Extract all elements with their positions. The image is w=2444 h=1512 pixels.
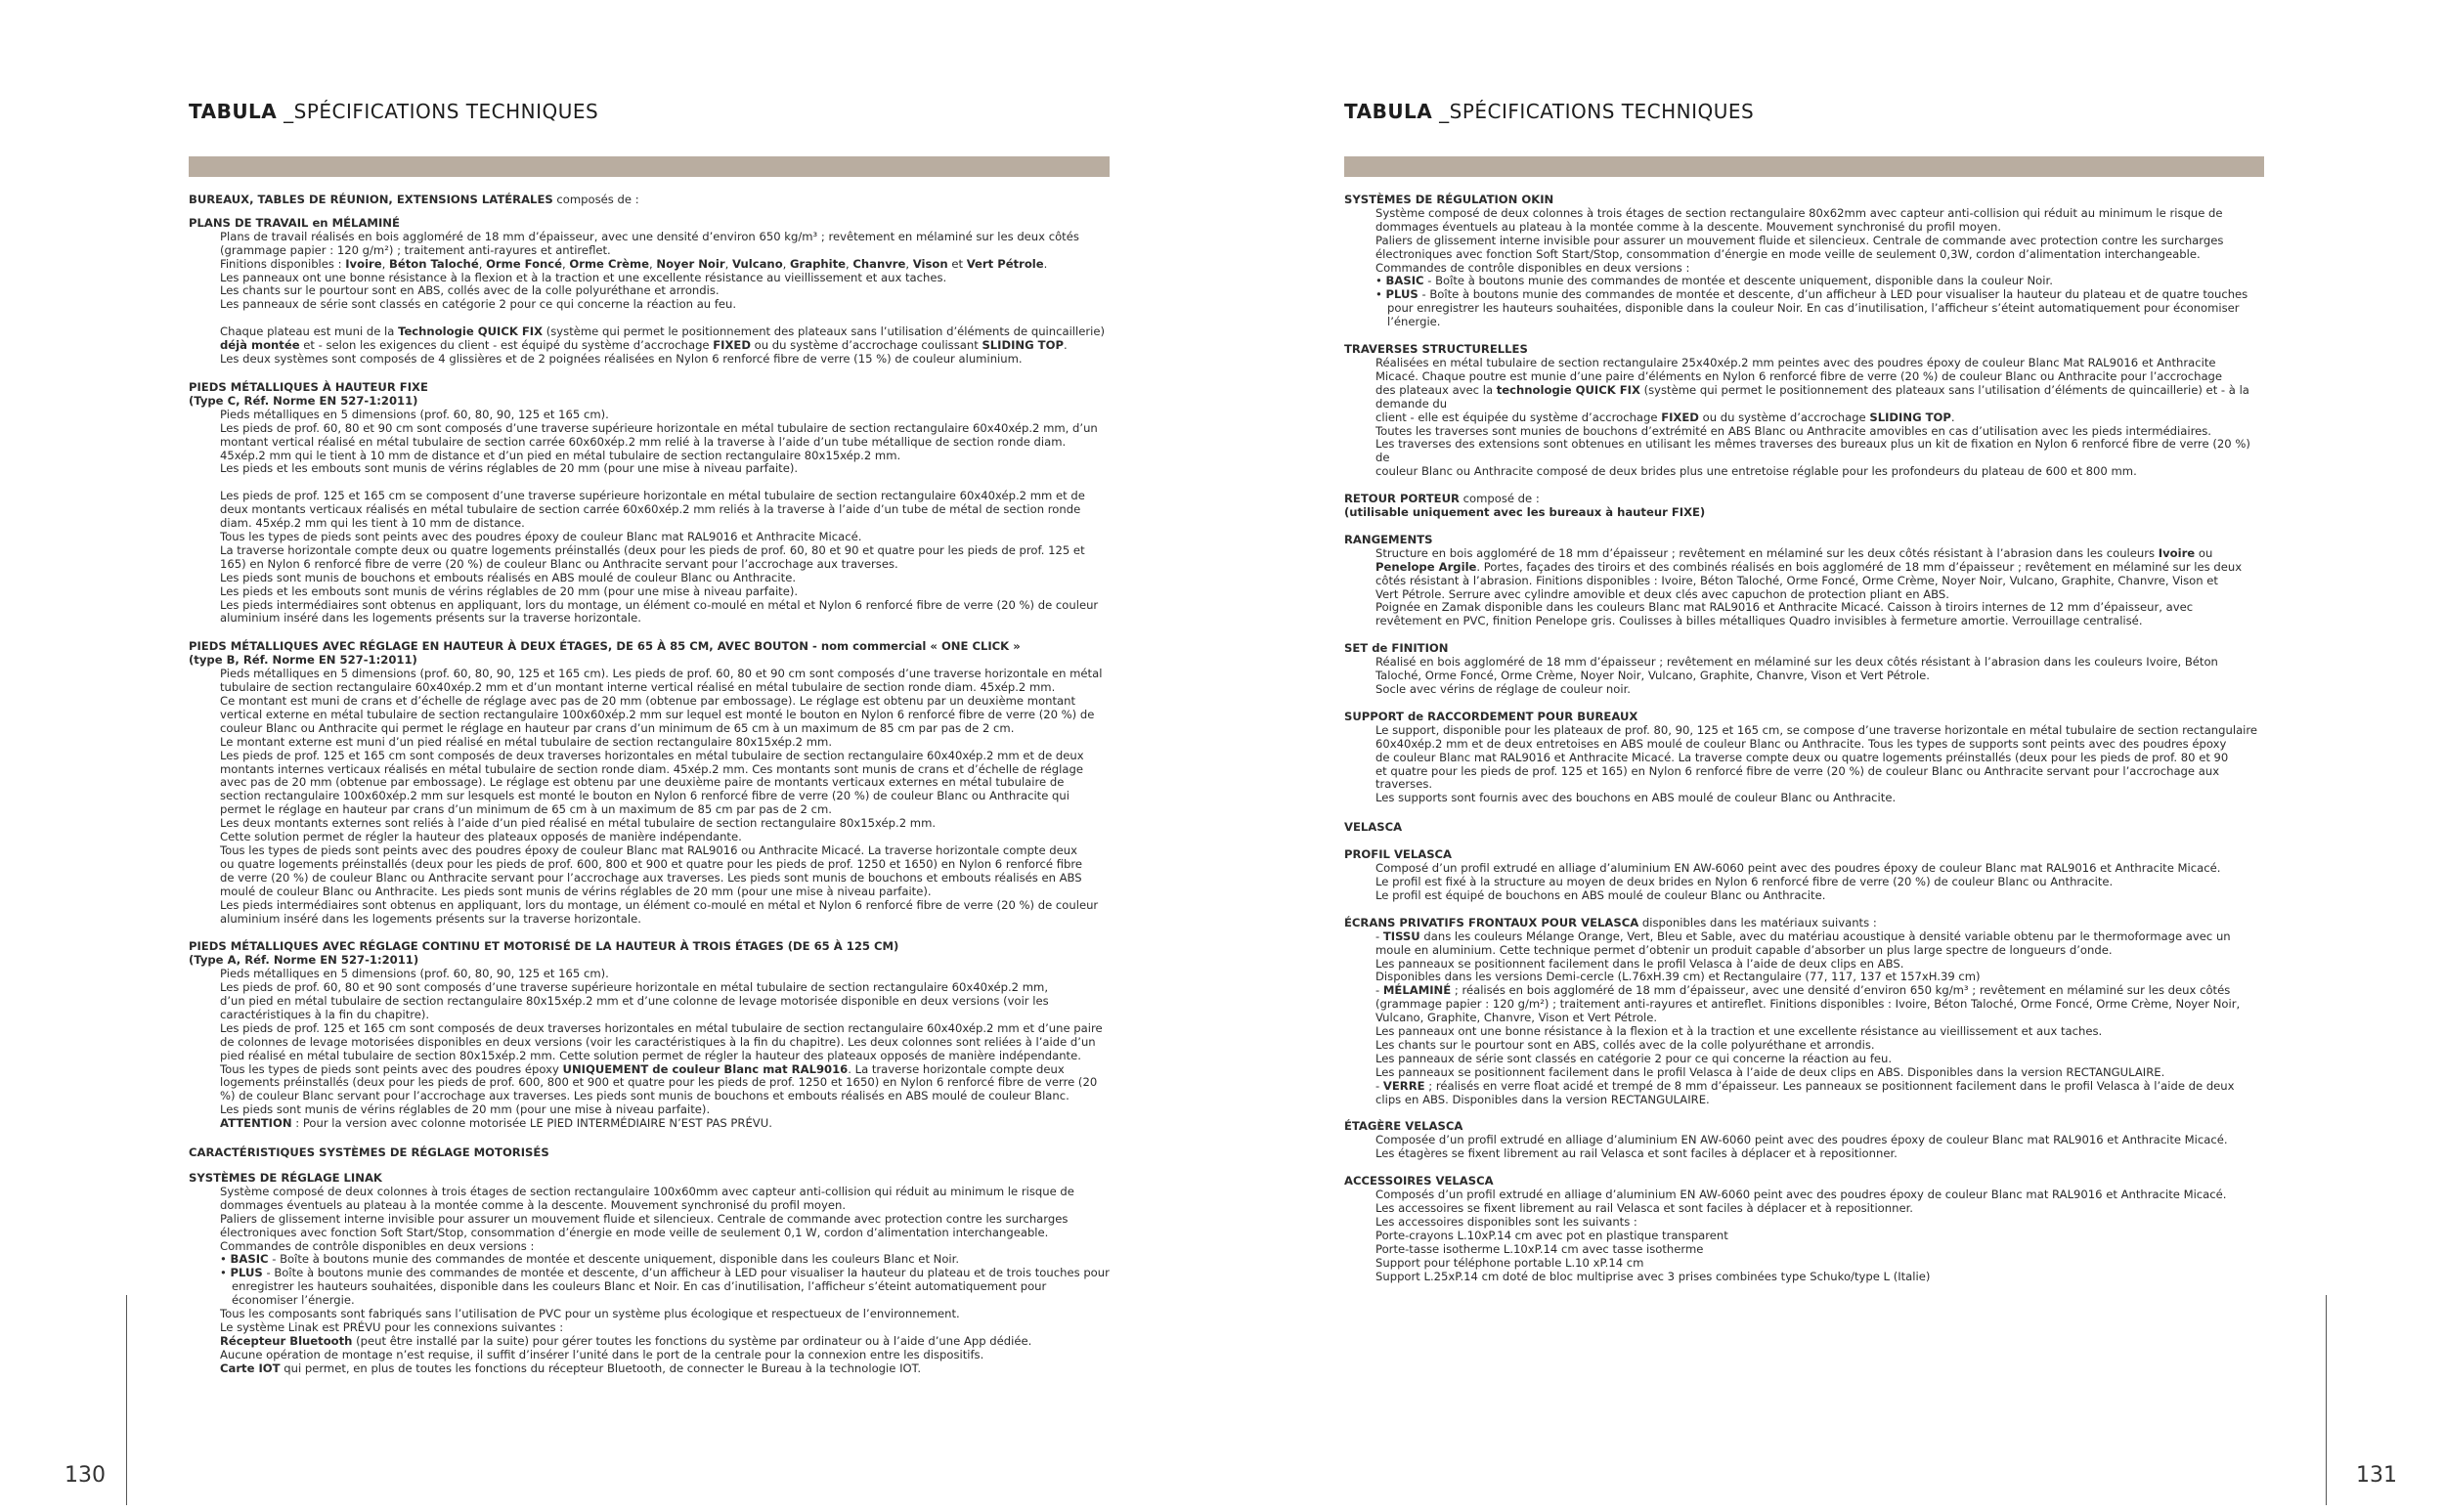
section-subtitle-pieds-click: (type B, Réf. Norme EN 527-1:2011) — [189, 653, 417, 668]
section-body-accessoires: Composés d’un profil extrudé en alliage d’aluminium EN AW-6060 peint avec des poudres époxy de couleur Blanc mat RAL9016 et Anthracite Micacé. Les accessoires se fixent librement au rail Velasca et sont faciles à déplacer et à repositionner. Les accessoires disponibles sont les suivants : Porte-crayons L.10xP.14 cm avec pot en plastique transparent Porte-tasse isotherme L.10xP.14 cm avec tasse isotherme Support pour téléphone portable L.10 xP.14 cm Support L.25xP.14 cm doté de bloc multiprise avec 3 prises combinées type Schuko/type L (Italie) — [1375, 1188, 2268, 1283]
attention-line: ATTENTION : Pour la version avec colonne motorisée LE PIED INTERMÉDIAIRE N’EST PAS PRÉVU. — [220, 1116, 772, 1131]
section-body-traverses: Réalisées en métal tubulaire de section rectangulaire 25x40xép.2 mm peintes avec des poudres époxy de couleur Blanc Mat RAL9016 et Anthracite Micacé. Chaque poutre est munie d’une paire d’éléments en Nylon 6 renforcé fibre de verre (20 %) de couleur Blanc ou Anthracite pour l’accrochage des plateaux avec la technologie QUICK FIX (système qui permet le positionnement des plateaux sans l’utilisation d’éléments de quincaillerie) et - à la demande du client - elle est équipée du système d’accrochage FIXED ou du système d’accrochage SLIDING TOP. Toutes les traverses sont munies de bouchons d’extrémité en ABS Blanc ou Anthracite amovibles en cas d’utilisation avec les pieds intermédiaires. Les traverses des extensions sont obtenues en utilisant les mêmes traverses des bureaux plus un kit de fixation en Nylon 6 renforcé fibre de verre (20 %) de couleur Blanc ou Anthracite composé de deux brides plus une entretoise réglable pour les profondeurs du plateau de 600 et 800 mm. — [1375, 357, 2268, 479]
section-body-finition: Réalisé en bois aggloméré de 18 mm d’épaisseur ; revêtement en mélaminé sur les deux côtés résistant à l’abrasion dans les couleurs Ivoire, Béton Taloché, Orme Foncé, Orme Crème, Noyer Noir, Vulcano, Graphite, Chanvre, Vison et Vert Pétrole. Socle avec vérins de réglage de couleur noir. — [1375, 655, 2218, 696]
section-subtitle-pieds-fixe: (Type C, Réf. Norme EN 527-1:2011) — [189, 393, 418, 408]
iot-line: Carte IOT qui permet, en plus de toutes les fonctions du récepteur Bluetooth, de connecter le Bureau à la technologie IOT. — [220, 1361, 922, 1375]
bullet-basic: • BASIC - Boîte à boutons munie des commandes de montée et descente uniquement, disponible dans les couleurs Blanc et Noir. — [220, 1252, 960, 1267]
section-body-profil: Composé d’un profil extrudé en alliage d’aluminium EN AW-6060 peint avec des poudres époxy de couleur Blanc mat RAL9016 et Anthracite Micacé. Le profil est fixé à la structure au moyen de deux brides en Nylon 6 renforcé fibre de verre (20 %) de couleur Blanc ou Anthracite. Le profil est équipé de bouchons en ABS moulé de couleur Blanc ou Anthracite. — [1375, 861, 2221, 902]
section-title-rangements: RANGEMENTS — [1344, 532, 1433, 546]
bullet-plus: • PLUS - Boîte à boutons munie des commandes de montée et descente, d’un afficheur à LED pour visualiser la hauteur du plateau et de quatre touches pour enregistrer les hauteurs souhaitées, disponible dans la couleur Noir. En cas d’inutilisation, l’afficheur s’éteint automatiquement pour économiser l’énergie. — [1375, 287, 2248, 329]
section-body-etagere: Composée d’un profil extrudé en alliage d’aluminium EN AW-6060 peint avec des poudres époxy de couleur Blanc mat RAL9016 et Anthracite Micacé. Les étagères se fixent librement au rail Velasca et sont faciles à déplacer et à repositionner. — [1375, 1133, 2228, 1161]
section-title-support: SUPPORT de RACCORDEMENT POUR BUREAUX — [1344, 709, 1638, 723]
list-item: Support L.25xP.14 cm doté de bloc multiprise avec 3 prises combinées type Schuko/type L (Italie) — [1375, 1269, 1931, 1283]
fixing-line: client - elle est équipée du système d’accrochage FIXED ou du système d’accrochage SLIDING TOP. — [1375, 410, 1955, 424]
margin-line — [2326, 1295, 2327, 1505]
section-title-ecrans: ÉCRANS PRIVATIFS FRONTAUX POUR VELASCA disponibles dans les matériaux suivants : — [1344, 915, 1877, 929]
right-content — [1344, 194, 2268, 1283]
intro-rest: composés de : — [552, 193, 639, 206]
section-body-linak: Système composé de deux colonnes à trois étages de section rectangulaire 100x60mm avec capteur anti-collision qui réduit au minimum le risque de dommages éventuels au plateau à la montée comme à la descente. Mouvement synchronisé du profil moyen. Paliers de glissement interne invisible pour assurer un mouvement fluide et silencieux. Centrale de commande avec protection contre les surcharges électroniques avec fonction Soft Start/Stop, consommation d’énergie en mode veille de seulement 0,1 W, cordon d’alimentation interchangeable. Commandes de contrôle disponibles en deux versions : • BASIC - Boîte à boutons munie des commandes de montée et descente uniquement, disponible dans les couleurs Blanc et Noir. • PLUS - Boîte à boutons munie des commandes de montée et descente, d’un afficheur à LED pour visualiser la hauteur du plateau et de trois touches pour enregistrer les hauteurs souhaitées, disponible dans les couleurs Blanc et Noir. En cas d’inutilisation, l’afficheur s’éteint automatiquement pour économiser l’énergie. Tous les composants sont fabriqués sans l’utilisation de PVC pour un système plus écologique et respectueux de l’environnement. Le système Linak est PRÉVU pour les connexions suivantes : Récepteur Bluetooth (peut être installé par la suite) pour gérer toutes les fonctions du système par ordinateur ou à l’aide d’une App dédiée. Aucune opération de montage n’est requise, il suffit d’insérer l’unité dans le port de la centrale pour la connexion entre les dispositifs. Carte IOT qui permet, en plus de toutes les fonctions du récepteur Bluetooth, de connecter le Bureau à la technologie IOT. — [220, 1184, 1110, 1375]
section-body-ecrans: - TISSU dans les couleurs Mélange Orange, Vert, Bleu et Sable, avec du matériau acoustique à densité variable obtenu par le thermoformage avec un moule en aluminium. Cette technique permet d’obtenir un produit capable d’absorber un plus large spectre de longueurs d’onde. Les panneaux se positionnent facilement dans le profil Velasca à l’aide de deux clips en ABS. Disponibles dans les versions Demi-cercle (L.76xH.39 cm) et Rectangulaire (77, 117, 137 et 157xH.39 cm) - MÉLAMINÉ ; réalisés en bois aggloméré de 18 mm d’épaisseur, avec une densité d’environ 650 kg/m³ ; revêtement en mélaminé sur les deux côtés (grammage papier : 120 g/m²) ; traitement anti-rayures et antireflet. Finitions disponibles : Ivoire, Béton Taloché, Orme Foncé, Orme Crème, Noyer Noir, Vulcano, Graphite, Chanvre, Vison et Vert Pétrole. Les panneaux ont une bonne résistance à la flexion et à la traction et une excellente résistance au vieillissement et aux taches. Les chants sur le pourtour sont en ABS, collés avec de la colle polyuréthane et arrondis. Les panneaux de série sont classés en catégorie 2 pour ce qui concerne la réaction au feu. Les panneaux se positionnent facilement dans le profil Velasca à l’aide de deux clips en ABS. Disponibles dans la version RECTANGULAIRE. - VERRE ; réalisés en verre float acidé et trempé de 8 mm d’épaisseur. Les panneaux se positionnent facilement dans le profil Velasca à l’aide de deux clips en ABS. Disponibles dans la version RECTANGULAIRE. — [1375, 929, 2241, 1106]
section-body-pieds-fixe: Pieds métalliques en 5 dimensions (prof. 60, 80, 90, 125 et 165 cm). Les pieds de prof. 60, 80 et 90 cm sont composés d’une traverse supérieure horizontale en métal tubulaire de section rectangulaire 60x40xép.2 mm, d’un montant vertical réalisé en métal tubulaire de section carrée 60x60xép.2 mm relié à la traverse à l’aide d’un tube métallique de section ronde diam. 45xép.2 mm qui le tient à 10 mm de distance et d’un pied en métal tubulaire de section rectangulaire 80x15xép.2 mm. Les pieds et les embouts sont munis de vérins réglables de 20 mm (pour une mise à niveau parfaite). Les pieds de prof. 125 et 165 cm se composent d’une traverse supérieure horizontale en métal tubulaire de section rectangulaire 60x40xép.2 mm et de deux montants verticaux réalisés en métal tubulaire de section carrée 60x60xép.2 mm reliés à la traverse à l’aide d’un tube de métal de section ronde diam. 45xép.2 mm qui les tient à 10 mm de distance. Tous les types de pieds sont peints avec des poudres époxy de couleur Blanc mat RAL9016 et Anthracite Micacé. La traverse horizontale compte deux ou quatre logements préinstallés (deux pour les pieds de prof. 60, 80 et 90 et quatre pour les pieds de prof. 125 et 165) en Nylon 6 renforcé fibre de verre (20 %) de couleur Blanc ou Anthracite servant pour l’accrochage aux traverses. Les pieds sont munis de bouchons et embouts réalisés en ABS moulé de couleur Blanc ou Anthracite. Les pieds et les embouts sont munis de vérins réglables de 20 mm (pour une mise à niveau parfaite). Les pieds intermédiaires sont obtenus en appliquant, lors du montage, un élément co-moulé en métal et Nylon 6 renforcé fibre de verre (20 %) de couleur aluminium inséré dans les logements présents sur la traverse horizontale. — [220, 407, 1099, 626]
text-line: Plans de travail réalisés en bois aggloméré de 18 mm d’épaisseur, avec une densité d’environ 650 kg/m³ ; revêtement en mélaminé sur les deux côtés — [220, 229, 1079, 243]
text-line: Les panneaux ont une bonne résistance à la flexion et à la traction et une excellente résistance au vieillissement et aux taches. — [220, 270, 947, 284]
quickfix-line: des plateaux avec la technologie QUICK FIX (système qui permet le positionnement des plateaux sans l’utilisation d’éléments de quincaillerie) et - à la demande du — [1375, 382, 2249, 410]
list-item: Support pour téléphone portable L.10 xP.14 cm — [1375, 1255, 1644, 1270]
text-line: Les deux systèmes sont composés de 4 glissières et de 2 poignées réalisées en Nylon 6 renforcé fibre de verre (15 %) de couleur aluminium. — [220, 352, 1023, 367]
section-title-accessoires: ACCESSOIRES VELASCA — [1344, 1174, 1494, 1188]
section-title-plans: PLANS DE TRAVAIL en MÉLAMINÉ — [189, 215, 400, 230]
epoxy-line: Tous les types de pieds sont peints avec des poudres époxy UNIQUEMENT de couleur Blanc mat RAL9016. La traverse horizontale compte deux — [220, 1061, 1065, 1076]
section-body-pieds-click: Pieds métalliques en 5 dimensions (prof. 60, 80, 90, 125 et 165 cm). Les pieds de prof. 60, 80 et 90 cm sont composés d’une traverse horizontale en métal tubulaire de section rectangulaire 60x40xép.2 mm et d’un montant interne vertical réalisé en métal tubulaire de section ronde diam. 45xép.2 mm. Ce montant est muni de crans et d’échelle de réglage avec pas de 20 mm (obtenue par embossage). Le réglage est obtenu par un deuxième montant vertical externe en métal tubulaire de section rectangulaire 100x60xép.2 mm sur lequel est monté le bouton en Nylon 6 renforcé fibre de verre (20 %) de couleur Blanc ou Anthracite qui permet le réglage en hauteur par crans d’un minimum de 65 cm à un maximum de 85 cm par pas de 2 cm. Le montant externe est muni d’un pied réalisé en métal tubulaire de section rectangulaire 80x15xép.2 mm. Les pieds de prof. 125 et 165 cm sont composés de deux traverses horizontales en métal tubulaire de section rectangulaire 60x40xép.2 mm et de deux montants internes verticaux réalisés en métal tubulaire de section ronde diam. 45xép.2 mm. Ces montants sont munis de crans et d’échelle de réglage avec pas de 20 mm (obtenue par embossage). Le réglage est obtenu par une deuxième paire de montants verticaux externes en métal tubulaire de section rectangulaire 100x60xép.2 mm sur lesquels est monté le bouton en Nylon 6 renforcé fibre de verre (20 %) de couleur Blanc ou Anthracite qui permet le réglage en hauteur par crans d’un minimum de 65 cm à un maximum de 85 cm par pas de 2 cm. Les deux montants externes sont reliés à l’aide d’un pied réalisé en métal tubulaire de section rectangulaire 80x15xép.2 mm. Cette solution permet de régler la hauteur des plateaux opposés de manière indépendante. Tous les types de pieds sont peints avec des poudres époxy de couleur Blanc mat RAL9016 ou Anthracite Micacé. La traverse horizontale compte deux ou quatre logements préinstallés (deux pour les pieds de prof. 600, 800 et 900 et quatre pour les pieds de prof. 1250 et 1650) en Nylon 6 renforcé fibre de verre (20 %) de couleur Blanc ou Anthracite servant pour l’accrochage aux traverses. Les pieds sont munis de bouchons et embouts réalisés en ABS moulé de couleur Blanc ou Anthracite. Les pieds sont munis de vérins réglables de 20 mm (pour une mise à niveau parfaite). Les pieds intermédiaires sont obtenus en appliquant, lors du montage, un élément co-moulé en métal et Nylon 6 renforcé fibre de verre (20 %) de couleur aluminium inséré dans les logements présents sur la traverse horizontale. — [220, 667, 1103, 926]
margin-line — [126, 1295, 127, 1505]
header-title: _SPÉCIFICATIONS TECHNIQUES — [1432, 100, 1755, 123]
left-content — [189, 194, 1110, 1376]
bluetooth-line: Récepteur Bluetooth (peut être installé par la suite) pour gérer toutes les fonctions du système par ordinateur ou à l’aide d’une App dédiée. — [220, 1333, 1032, 1348]
intro-line — [189, 194, 1110, 207]
header-bar — [1344, 156, 2264, 177]
page-number: 131 — [2356, 1463, 2397, 1488]
finishes-line: Finitions disponibles : Ivoire, Béton Taloché, Orme Foncé, Orme Crème, Noyer Noir, Vulcano, Graphite, Chanvre, Vison et Vert Pétrole. — [220, 256, 1048, 271]
header-brand: TABULA — [189, 100, 278, 123]
section-title-etagere: ÉTAGÈRE VELASCA — [1344, 1119, 1463, 1134]
text-line: Les panneaux de série sont classés en catégorie 2 pour ce qui concerne la réaction au feu. — [220, 297, 737, 312]
quickfix-line: Chaque plateau est muni de la Technologie QUICK FIX (système qui permet le positionnement des plateaux sans l’utilisation d’éléments de quincaillerie) — [220, 324, 1106, 339]
text-line: (grammage papier : 120 g/m²) ; traitement anti-rayures et antireflet. — [220, 242, 611, 257]
header-title: _SPÉCIFICATIONS TECHNIQUES — [277, 100, 599, 123]
section-title-pieds-motor: PIEDS MÉTALLIQUES AVEC RÉGLAGE CONTINU ET MOTORISÉ DE LA HAUTEUR À TROIS ÉTAGES (DE 65 À 125 CM) — [189, 939, 899, 954]
section-title-velasca: VELASCA — [1344, 820, 1403, 835]
page-header — [1344, 100, 1754, 123]
intro-bold: BUREAUX, TABLES DE RÉUNION, EXTENSIONS LATÉRALES — [189, 193, 553, 206]
page-header — [189, 100, 598, 123]
section-title-linak: SYSTÈMES DE RÉGLAGE LINAK — [189, 1171, 382, 1185]
page-number: 130 — [65, 1463, 106, 1488]
section-title-profil: PROFIL VELASCA — [1344, 847, 1453, 862]
section-body-plans — [220, 231, 1110, 367]
section-title-pieds-click: PIEDS MÉTALLIQUES AVEC RÉGLAGE EN HAUTEUR À DEUX ÉTAGES, DE 65 À 85 CM, AVEC BOUTON - nom commercial « ONE CLICK » — [189, 639, 1021, 654]
bullet-plus: • PLUS - Boîte à boutons munie des commandes de montée et descente, d’un afficheur à LED pour visualiser la hauteur du plateau et de trois touches pour enregistrer les hauteurs souhaitées, disponible dans les couleurs Blanc et Noir. En cas d’inutilisation, l’afficheur s’éteint automatiquement pour économiser l’énergie. — [220, 1266, 1110, 1308]
section-title-caract: CARACTÉRISTIQUES SYSTÈMES DE RÉGLAGE MOTORISÉS — [189, 1145, 549, 1160]
section-title-retour: RETOUR PORTEUR composé de : — [1344, 492, 1540, 506]
section-body-pieds-motor: Pieds métalliques en 5 dimensions (prof. 60, 80, 90, 125 et 165 cm). Les pieds de prof. 60, 80 et 90 sont composés d’une traverse supérieure horizontale en métal tubulaire de section rectangulaire 60x40xép.2 mm, d’un pied en métal tubulaire de section rectangulaire 80x15xép.2 mm et d’une colonne de levage motorisée disponible en deux versions (voir les caractéristiques à la fin du chapitre). Les pieds de prof. 125 et 165 cm sont composés de deux traverses horizontales en métal tubulaire de section rectangulaire 60x40xép.2 mm et d’une paire de colonnes de levage motorisées disponibles en deux versions (voir les caractéristiques à la fin du chapitre). Les deux colonnes sont reliées à l’aide d’un pied réalisé en métal tubulaire de section 80x15xép.2 mm. Cette solution permet de régler la hauteur des plateaux opposés de manière indépendante. Tous les types de pieds sont peints avec des poudres époxy UNIQUEMENT de couleur Blanc mat RAL9016. La traverse horizontale compte deux logements préinstallés (deux pour les pieds de prof. 600, 800 et 900 et quatre pour les pieds de prof. 1250 et 1650) en Nylon 6 renforcé fibre de verre (20 %) de couleur Blanc servant pour l’accrochage aux traverses. Les pieds sont munis de bouchons et embouts réalisés en ABS moulé de couleur Blanc. Les pieds sont munis de vérins réglables de 20 mm (pour une mise à niveau parfaite). ATTENTION : Pour la version avec colonne motorisée LE PIED INTERMÉDIAIRE N’EST PAS PRÉVU. — [220, 968, 1110, 1131]
section-body-rangements: Structure en bois aggloméré de 18 mm d’épaisseur ; revêtement en mélaminé sur les deux côtés résistant à l’abrasion dans les couleurs Ivoire ou Penelope Argile. Portes, façades des tiroirs et des combinés réalisés en bois aggloméré de 18 mm d’épaisseur ; revêtement en mélaminé sur les deux côtés résistant à l’abrasion. Finitions disponibles : Ivoire, Béton Taloché, Orme Foncé, Orme Crème, Noyer Noir, Vulcano, Graphite, Chanvre, Vison et Vert Pétrole. Serrure avec cylindre amovible et deux clés avec capuchon de protection pliant en ABS. Poignée en Zamak disponible dans les couleurs Blanc mat RAL9016 et Anthracite Micacé. Caisson à tiroirs internes de 12 mm d’épaisseur, avec revêtement en PVC, finition Penelope gris. Coulisses à billes métalliques Quadro invisibles à fermeture amortie. Verrouillage centralisé. — [1375, 545, 2243, 628]
section-title-okin: SYSTÈMES DE RÉGULATION OKIN — [1344, 193, 1554, 206]
text-line: Les chants sur le pourtour sont en ABS, collés avec de la colle polyuréthane et arrondis. — [220, 283, 720, 298]
section-subtitle-retour: (utilisable uniquement avec les bureaux à hauteur FIXE) — [1344, 505, 1706, 520]
bullet-basic: • BASIC - Boîte à boutons munie des commandes de montée et descente uniquement, disponible dans la couleur Noir. — [1375, 274, 2053, 288]
section-title-finition: SET de FINITION — [1344, 641, 1449, 656]
fixing-line: déjà montée et - selon les exigences du client - est équipé du système d’accrochage FIXED ou du système d’accrochage coulissant SLIDING TOP. — [220, 338, 1068, 353]
list-item: Porte-crayons L.10xP.14 cm avec pot en plastique transparent — [1375, 1228, 1728, 1242]
section-title-traverses: TRAVERSES STRUCTURELLES — [1344, 342, 1528, 357]
header-bar — [189, 156, 1110, 177]
header-brand: TABULA — [1344, 100, 1433, 123]
section-body-support: Le support, disponible pour les plateaux de prof. 80, 90, 125 et 165 cm, se compose d’une traverse horizontale en métal tubulaire de section rectangulaire 60x40xép.2 mm et de deux entretoises en ABS moulé de couleur Blanc ou Anthracite. Tous les types de supports sont peints avec des poudres époxy de couleur Blanc mat RAL9016 et Anthracite Micacé. La traverse compte deux ou quatre logements préinstallés (deux pour les pieds de prof. 80 et 90 et quatre pour les pieds de prof. 125 et 165) en Nylon 6 renforcé fibre de verre (20 %) de couleur Blanc ou Anthracite servant pour l’accrochage aux traverses. Les supports sont fournis avec des bouchons en ABS moulé de couleur Blanc ou Anthracite. — [1375, 722, 2258, 805]
list-item: Porte-tasse isotherme L.10xP.14 cm avec tasse isotherme — [1375, 1241, 1704, 1256]
right-page — [1222, 0, 2444, 1512]
section-body-okin: Système composé de deux colonnes à trois étages de section rectangulaire 80x62mm avec capteur anti-collision qui réduit au minimum le risque de dommages éventuels au plateau à la montée comme à la descente. Mouvement synchronisé du profil moyen. Paliers de glissement interne invisible pour assurer un mouvement fluide et silencieux. Centrale de commande avec protection contre les surcharges électroniques avec fonction Soft Start/Stop, consommation d’énergie en mode veille de seulement 0,3W, cordon d’alimentation interchangeable. Commandes de contrôle disponibles en deux versions : • BASIC - Boîte à boutons munie des commandes de montée et descente uniquement, disponible dans la couleur Noir. • PLUS - Boîte à boutons munie des commandes de montée et descente, d’un afficheur à LED pour visualiser la hauteur du plateau et de quatre touches pour enregistrer les hauteurs souhaitées, disponible dans la couleur Noir. En cas d’inutilisation, l’afficheur s’éteint automatiquement pour économiser l’énergie. — [1375, 207, 2268, 329]
section-title-pieds-fixe: PIEDS MÉTALLIQUES À HAUTEUR FIXE — [189, 379, 428, 394]
section-subtitle-pieds-motor: (Type A, Réf. Norme EN 527-1:2011) — [189, 953, 419, 968]
